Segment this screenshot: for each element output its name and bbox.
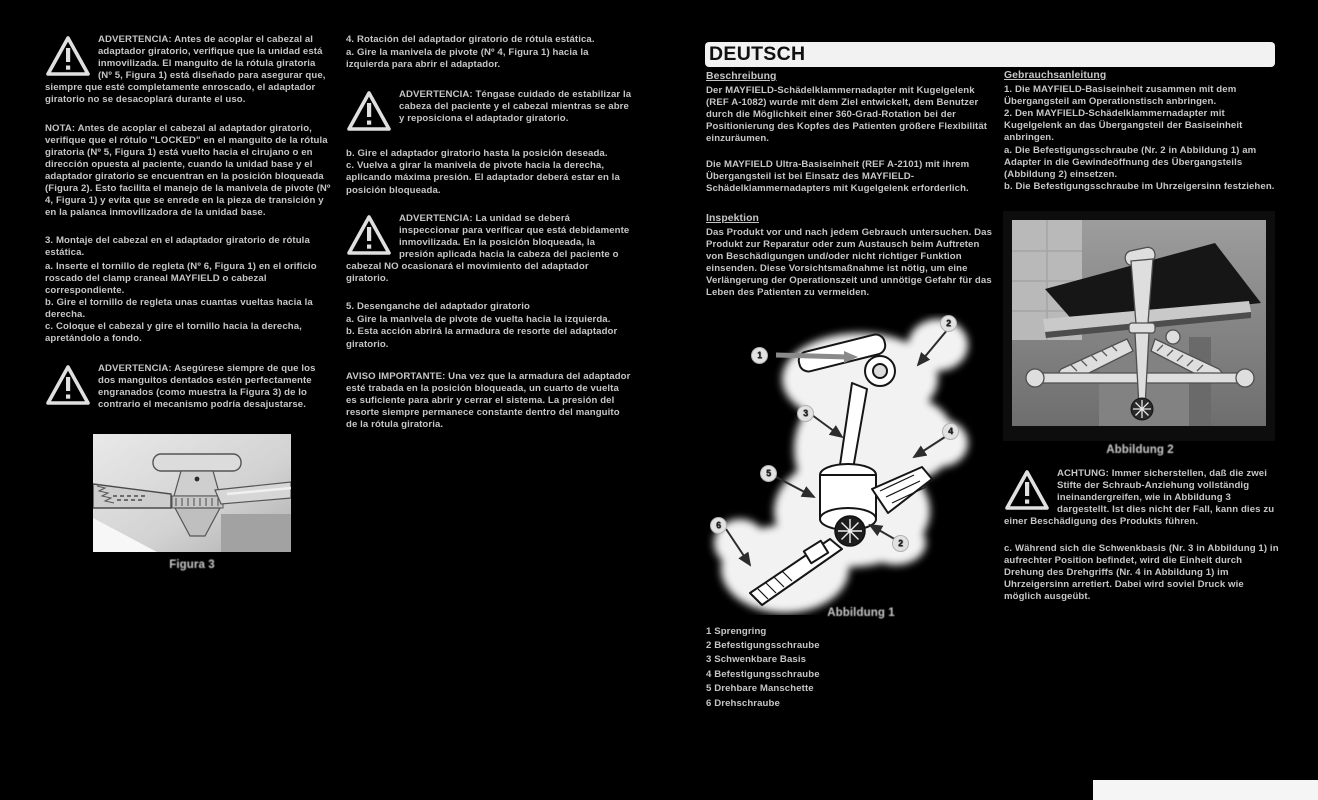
callout-badge: 2 (940, 315, 957, 332)
beschreibung-paragraph-2: Die MAYFIELD Ultra-Basiseinheit (REF A-2101) mit ihrem Übergangsteil ist bei Einsatz des MAYFIELD-Schädelklammernadapters mit Kugelgelenk erforderlich. (706, 158, 970, 194)
german-step-2a: a. Die Befestigungsschraube (Nr. 2 in Abbildung 1) am Adapter in die Gewindeöffnung des Übergangsteils (Abbildung 2) einsetzen. (1004, 144, 1257, 180)
callout-badge: 4 (942, 423, 959, 440)
warning-triangle-icon (1004, 469, 1050, 511)
figure-3-caption: Figura 3 (169, 558, 215, 571)
callout-badge: 5 (760, 465, 777, 482)
german-step-2c: c. Während sich die Schwenkbasis (Nr. 3 in Abbildung 1) in aufrechter Position befindet, wird die Einheit durch Drehung des Drehgriffs (Nr. 4 in Abbildung 1) im Uhrzeigersinn arretiert. Dabei wird soviel Druck wie möglich ausgeübt. (1004, 542, 1279, 602)
aviso-paragraph: AVISO IMPORTANTE: Una vez que la armadura del adaptador esté trabada en la posición bloqueada, un cuarto de vuelta es suficiente para abrir y cerrar el sistema. La presión del resorte siempre permanece constante dentro del manguito de la rótula giratoria. (346, 370, 631, 430)
figure-2-photo (1004, 211, 1282, 456)
step-5-title: 5. Desenganche del adaptador giratorio (346, 301, 530, 313)
step-3c: c. Coloque el cabezal y gire el tornillo hacia la derecha, apretándolo a fondo. (45, 320, 302, 345)
step-3-title: 3. Montaje del cabezal en el adaptador giratorio de rótula estática. (45, 235, 310, 259)
step-3-block (45, 235, 331, 345)
legend-item: 3 Schwenkbare Basis (706, 654, 807, 666)
inspektion-heading: Inspektion (706, 212, 759, 224)
step-3a: a. Inserte el tornillo de regleta (Nº 6, Figura 1) en el orificio roscado del clamp craneal MAYFIELD o cabezal correspondiente. (45, 260, 317, 296)
beschreibung-paragraph-1: Der MAYFIELD-Schädelklammernadapter mit Kugelgelenk (REF A-1082) wurde mit dem Ziel entwickelt, dem Benutzer durch die Möglichkeit einer 360-Grad-Rotation bei der Positionierung des Kopfes des Patienten größere Flexibilität einzuräumen. (706, 85, 988, 145)
deutsch-header-bar (705, 42, 1275, 67)
legend-item: 5 Drehbare Manschette (706, 683, 814, 695)
figure-2-caption: Abbildung 2 (1106, 443, 1174, 456)
page-edge-strip (1093, 780, 1318, 800)
figure-1-diagram (700, 313, 992, 615)
warning-triangle-icon (45, 364, 91, 406)
step-4a: a. Gire la manivela de pivote (Nº 4, Figura 1) hacia la izquierda para abrir el adaptador. (346, 47, 589, 71)
legend-item: 4 Befestigungsschraube (706, 668, 820, 680)
step-5b: b. Esta acción abrirá la armadura de resorte del adaptador giratorio. (346, 326, 618, 350)
spanish-column-2 (346, 34, 632, 444)
step-4b: b. Gire el adaptador giratorio hasta la posición deseada. (346, 148, 608, 160)
warning-text: ADVERTENCIA: La unidad se deberá inspeccionar para verificar que está debidamente inmovilizada. En la posición bloqueada, la presión aplicada hacia la cabeza del paciente o cabezal NO ocasionará el movimiento del adaptador giratorio. (346, 212, 630, 285)
callout-badge: 3 (797, 405, 814, 422)
warning-block-1 (45, 34, 331, 107)
figure-1-legend (706, 625, 992, 711)
legend-item: 2 Befestigungsschraube (706, 640, 820, 651)
step-4-block (346, 34, 632, 71)
gebrauchsanleitung-heading: Gebrauchsanleitung (1004, 70, 1107, 81)
warning-text: ADVERTENCIA: Antes de acoplar el cabezal al adaptador giratorio, verifique que la unidad está inmovilizada. El manguito de la rótula giratoria (Nº 5, Figura 1) está diseñado para asegurar que, siempre que esté completamente enroscado, el adaptador giratorio no se desacoplará durante el uso. (45, 34, 326, 106)
step-4-title: 4. Rotación del adaptador giratorio de rótula estática. (346, 34, 595, 45)
german-step-1: 1. Die MAYFIELD-Basiseinheit zusammen mit dem Übergangsteil am Operationstisch anbringen. (1004, 84, 1237, 108)
step-4bc-block (346, 148, 632, 196)
achtung-text: ACHTUNG: Immer sicherstellen, daß die zwei Stifte der Schraub-Anziehung vollständig ineinandergreifen, wie in Abbildung 3 dargestellt. Ist dies nicht der Fall, kann dies zu einer Beschädigung des Produkts führen. (1004, 468, 1275, 528)
beschreibung-heading: Beschreibung (706, 71, 777, 82)
german-column-2 (1004, 70, 1282, 616)
callout-badge: 2 (892, 535, 909, 552)
warning-block-2 (45, 363, 331, 411)
inspektion-paragraph: Das Produkt vor und nach jedem Gebrauch untersuchen. Das Produkt zur Reparatur oder zum Austausch beim Auftreten von Beschädigungen und/oder nicht richtiger Funktion einsenden. Diese Vorsichtsmaßnahme ist nötig, um eine Verlängerung der Operationszeit und unnötige Gefahr für das Leben des Patienten zu vermeiden. (706, 226, 993, 299)
warning-triangle-icon (45, 35, 91, 77)
warning-text: ADVERTENCIA: Téngase cuidado de estabilizar la cabeza del paciente y el cabezal mientras se abre y reposiciona el adaptador giratorio. (399, 89, 632, 125)
nota-paragraph: NOTA: Antes de acoplar el cabezal al adaptador giratorio, verifique que el rótulo "LOCKED" en el manguito de la rótula giratoria (Nº 5, Figura 1) está vuelto hacia el cirujano o en dirección opuesta al paciente, cuando la unidad base y el adaptador giratorio se encuentran en la posición bloqueada (Figura 2). Esto facilita el manejo de la manivela de pivote (Nº 4, Figura 1) y evita que se enrede en la pieza de transición y en la palanca inmovilizadora de la unidad base. (45, 122, 331, 219)
legend-item: 1 Sprengring (706, 625, 767, 637)
callout-badge: 1 (751, 347, 768, 364)
warning-triangle-icon (346, 214, 392, 256)
step-3b: b. Gire el tornillo de regleta unas cuantas vueltas hacia la derecha. (45, 296, 313, 320)
callout-badge: 6 (710, 517, 727, 534)
legend-item: 6 Drehschraube (706, 697, 780, 709)
spanish-column-1 (45, 34, 331, 571)
warning-block-4 (346, 213, 632, 286)
deutsch-header-title: DEUTSCH (709, 43, 806, 65)
step-5a: a. Gire la manivela de pivote de vuelta hacia la izquierda. (346, 314, 611, 326)
german-column-1 (706, 71, 992, 711)
warning-triangle-icon (346, 90, 392, 132)
figure-3-photo (45, 434, 331, 571)
warning-block-3 (346, 89, 632, 134)
figure-1-caption: Abbildung 1 (827, 606, 895, 619)
german-step-2b: b. Die Befestigungsschraube im Uhrzeigersinn festziehen. (1004, 180, 1275, 192)
step-5-block (346, 301, 632, 350)
step-4c: c. Vuelva a girar la manivela de pivote hacia la derecha, aplicando máxima presión. El adaptador deberá estar en la posición bloqueada. (346, 160, 620, 196)
german-step-2: 2. Den MAYFIELD-Schädelklammernadapter mit Kugelgelenk an das Übergangsteil der Basiseinheit anbringen. (1004, 108, 1243, 144)
warning-text: ADVERTENCIA: Asegúrese siempre de que los dos manguitos dentados estén perfectamente engranados (como muestra la Figura 3) de lo contrario el mecanismo podría desajustarse. (98, 363, 316, 411)
achtung-block (1004, 468, 1282, 528)
